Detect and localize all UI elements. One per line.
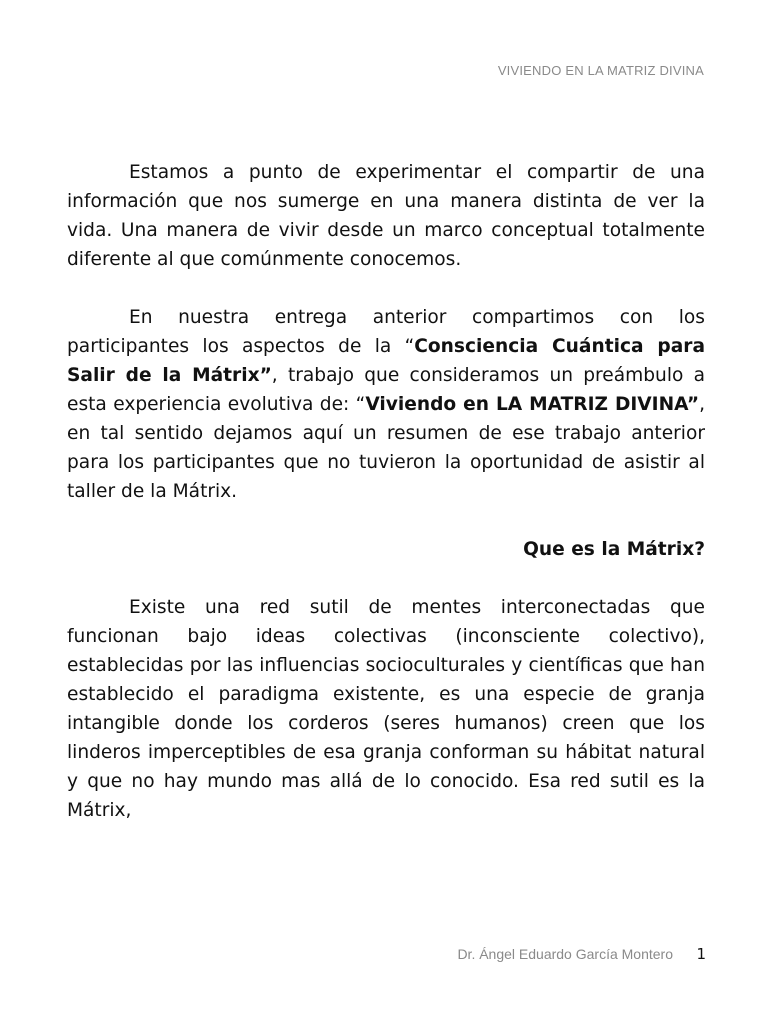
footer-author: Dr. Ángel Eduardo García Montero <box>457 946 673 962</box>
running-header: VIVIENDO EN LA MATRIZ DIVINA <box>497 63 704 78</box>
bold-title-viviendo: Viviendo en LA MATRIZ DIVINA” <box>365 394 700 415</box>
paragraph-previous-delivery <box>67 303 705 506</box>
page-number: 1 <box>696 945 706 963</box>
paragraph-text: En nuestra entrega anterior compartimos con los participantes los aspectos de la “ <box>67 307 705 357</box>
section-heading: Que es la Mátrix? <box>523 539 705 560</box>
paragraph-matrix-definition: Existe una red sutil de mentes interconectadas que funcionan bajo ideas colectivas (inconsciente colectivo), establecidas por las influencias socioculturales y científicas que han establecido el paradigma existente, es una especie de granja intangible donde los corderos (seres humanos) creen que los linderos imperceptibles de esa granja conforman su hábitat natural y que no hay mundo mas allá de lo conocido. Esa red sutil es la Mátrix, <box>67 597 705 821</box>
paragraph-text: , trabajo que consideramos un preámbulo a esta experiencia evolutiva de: “ <box>67 365 705 415</box>
document-body <box>67 158 705 854</box>
paragraph-text: , en tal sentido dejamos aquí un resumen de ese trabajo anterior para los participantes que no tuvieron la oportunidad de asistir al taller de la Mátrix. <box>67 394 705 502</box>
paragraph-intro: Estamos a punto de experimentar el compartir de una información que nos sumerge en una manera distinta de ver la vida. Una manera de vivir desde un marco conceptual totalmente diferente al que comúnmente conocemos. <box>67 162 705 270</box>
bold-title-consciencia: Consciencia Cuántica para Salir de la Mátrix” <box>67 336 705 386</box>
